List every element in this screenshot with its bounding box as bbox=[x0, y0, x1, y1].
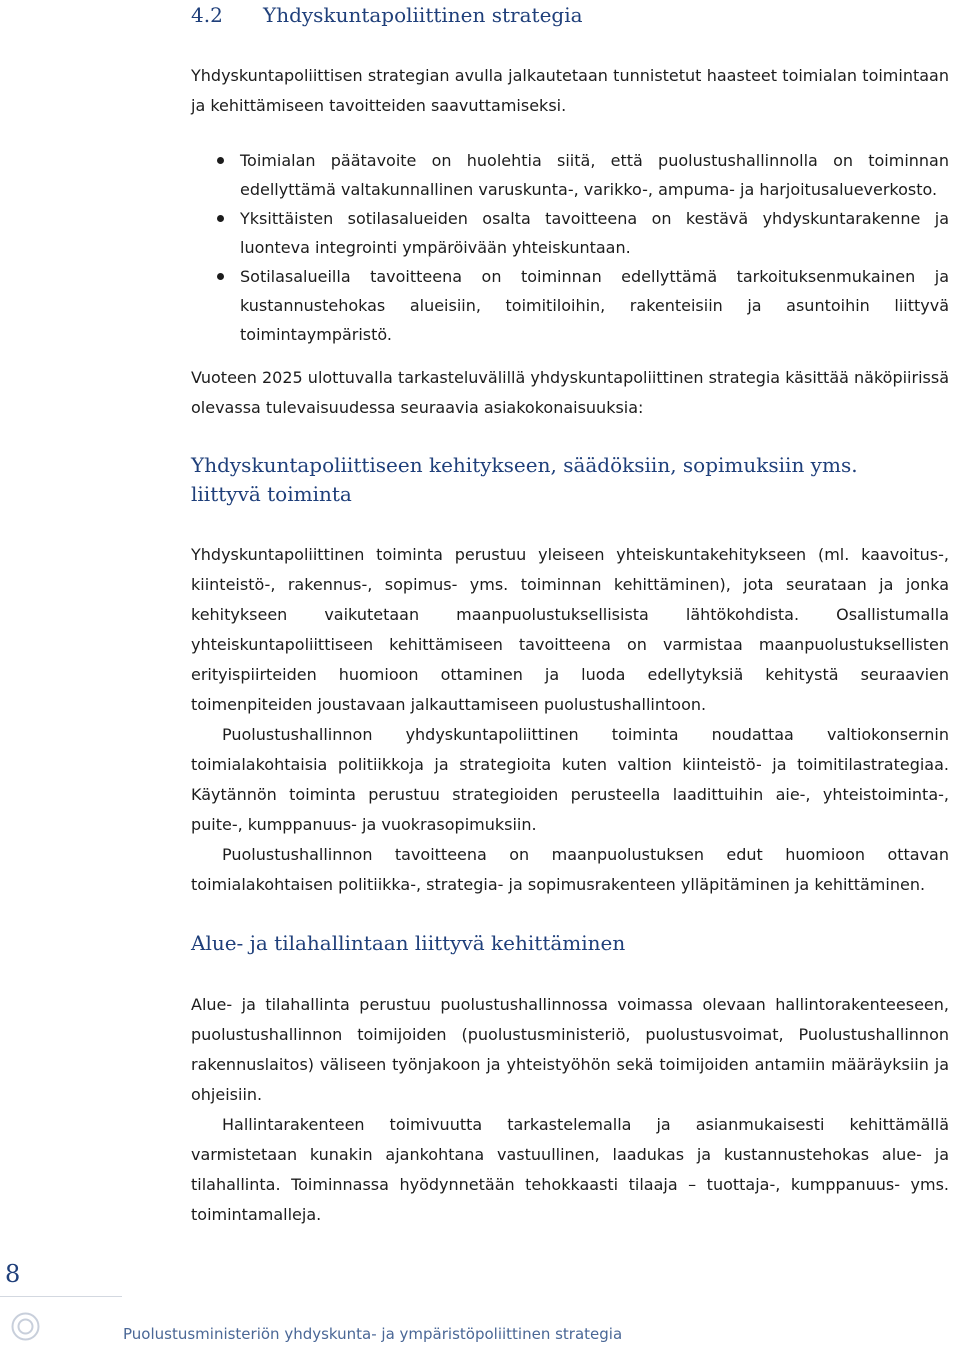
page-number: 8 bbox=[5, 1260, 21, 1288]
bullet-dot-icon bbox=[217, 273, 224, 280]
footer-title: Puolustusministeriön yhdyskunta- ja ympäristöpoliittinen strategia bbox=[123, 1325, 623, 1343]
list-item bbox=[191, 146, 949, 204]
goal-list bbox=[191, 146, 949, 349]
list-item-text: Sotilasalueilla tavoitteena on toiminnan edellyttämä tarkoituksenmukainen ja kustannustehokas alueisiin, toimitiloihin, rakenteisiin ja asuntoihin liittyvä toimintaympäristö. bbox=[240, 267, 949, 344]
list-item-text: Toimialan päätavoite on huolehtia siitä, että puolustushallinnolla on toiminnan edellyttämä valtakunnallinen varuskunta-, varikko-, ampuma- ja harjoitusalueverkosto. bbox=[240, 151, 949, 199]
body-paragraph: Puolustushallinnon tavoitteena on maanpuolustuksen edut huomioon ottavan toimialakohtaisen politiikka-, strategia- ja sopimusrakenteen ylläpitäminen ja kehittäminen. bbox=[191, 845, 949, 894]
section-number: 4.2 bbox=[191, 3, 223, 27]
bullet-dot-icon bbox=[217, 157, 224, 164]
subheading-community-policy: Yhdyskuntapoliittiseen kehitykseen, säädöksiin, sopimuksiin yms. liittyvä toiminta bbox=[191, 453, 858, 506]
area-management-section bbox=[191, 990, 949, 1230]
community-policy-section bbox=[191, 540, 949, 900]
body-paragraph: Yhdyskuntapoliittinen toiminta perustuu yleiseen yhteiskuntakehitykseen (ml. kaavoitus-, kiinteistö-, rakennus-, sopimus- yms. toiminnan kehittäminen), jota seurataan ja jonka kehitykseen vaikutetaan maanpuolustuksellisista lähtökohdista. Osallistumalla yhteiskuntapoliittiseen kehittämiseen tavoitteena on varmistaa maanpuolustuksellisten erityispiirteiden huomioon ottaminen ja luoda edellytyksiä kehitystä seuraavien toimenpiteiden joustavaan jalkauttamiseen puolustushallintoon. bbox=[191, 545, 949, 714]
subheading-area-management: Alue- ja tilahallintaan liittyvä kehittäminen bbox=[191, 931, 626, 955]
body-paragraph: Alue- ja tilahallinta perustuu puolustushallinnossa voimassa olevaan hallintorakenteeseen, puolustushallinnon toimijoiden (puolustusministeriö, puolustusvoimat, Puolustushallinnon rakennuslaitos) väliseen työnjakoon ja yhteistyöhön sekä toimijoiden antamiin määräyksiin ja ohjeisiin. bbox=[191, 995, 949, 1104]
intro-paragraph: Yhdyskuntapoliittisen strategian avulla jalkautetaan tunnistetut haasteet toimialan toimintaan ja kehittämiseen tavoitteiden saavuttamiseksi. bbox=[191, 66, 949, 115]
section-heading bbox=[191, 3, 583, 27]
section-title: Yhdyskuntapoliittinen strategia bbox=[263, 3, 583, 27]
body-paragraph: Hallintarakenteen toimivuutta tarkastelemalla ja asianmukaisesti kehittämällä varmistetaan kunakin ajankohtana vastuullinen, laadukas ja kustannustehokas alue- ja tilahallinta. Toiminnassa hyödynnetään tehokkaasti tilaaja – tuottaja-, kumppanuus- yms. toimintamalleja. bbox=[191, 1115, 949, 1224]
list-item bbox=[191, 204, 949, 262]
scope-paragraph: Vuoteen 2025 ulottuvalla tarkasteluvälillä yhdyskuntapoliittinen strategia käsittää näköpiirissä olevassa tulevaisuudessa seuraavia asiakokonaisuuksia: bbox=[191, 368, 949, 417]
bullet-dot-icon bbox=[217, 215, 224, 222]
emblem-swirl-icon bbox=[10, 1311, 41, 1342]
body-paragraph: Puolustushallinnon yhdyskuntapoliittinen toiminta noudattaa valtiokonsernin toimialakohtaisia politiikkoja ja strategioita kuten valtion kiinteistö- ja toimitilastrategiaa. Käytännön toiminta perustuu strategioiden perusteella laadittuihin aie-, yhteistoiminta-, puite-, kumppanuus- ja vuokrasopimuksiin. bbox=[191, 725, 949, 834]
list-item bbox=[191, 262, 949, 349]
footer-divider bbox=[0, 1296, 122, 1297]
list-item-text: Yksittäisten sotilasalueiden osalta tavoitteena on kestävä yhdyskuntarakenne ja luonteva integrointi ympäröivään yhteiskuntaan. bbox=[240, 209, 949, 257]
